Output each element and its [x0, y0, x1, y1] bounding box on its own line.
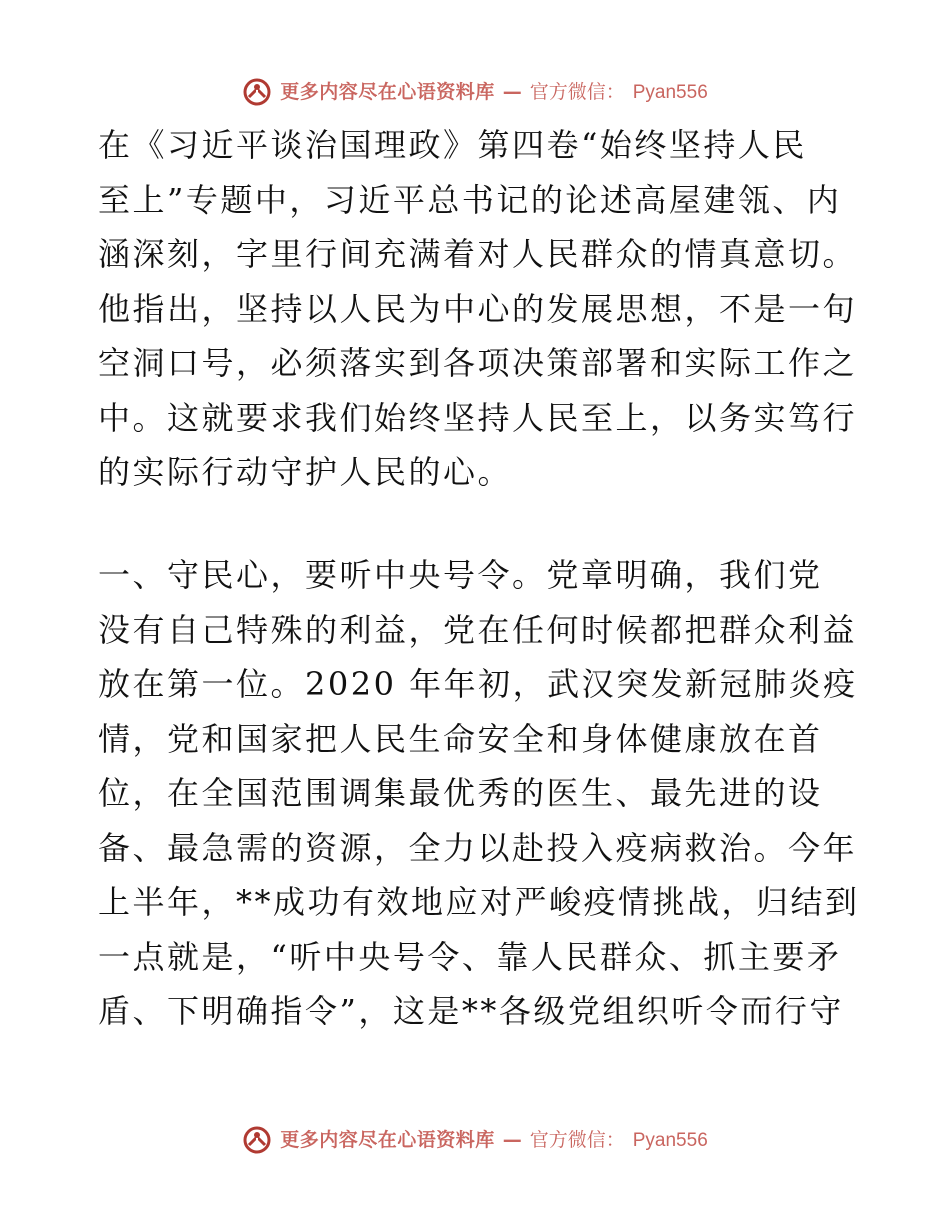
text-line: 空洞口号，必须落实到各项决策部署和实际工作之 [98, 344, 858, 382]
banner-wechat-label: 官方微信： [529, 80, 625, 103]
book-logo-icon [242, 1125, 272, 1155]
text-line: 没有自己特殊的利益，党在任何时候都把群众利益 [98, 610, 858, 649]
text-line: 涵深刻，字里行间充满着对人民群众的情真意切。 [98, 235, 858, 273]
text-line: 他指出，坚持以人民为中心的发展思想，不是一句 [98, 289, 858, 328]
banner-wechat-id: Pyan556 [632, 81, 708, 103]
banner-separator: — [502, 1128, 522, 1151]
book-logo-icon [242, 77, 272, 107]
footer-watermark-banner [0, 1120, 950, 1160]
header-watermark-banner [0, 72, 950, 112]
text-line: 一点就是，“听中央号令、靠人民群众、抓主要矛 [98, 937, 842, 976]
text-line: 一、守民心，要听中央号令。党章明确，我们党 [98, 556, 823, 594]
banner-separator: — [502, 80, 522, 103]
text-line: 位，在全国范围调集最优秀的医生、最先进的设 [98, 774, 823, 812]
banner-main-text: 更多内容尽在心语资料库 [280, 1128, 495, 1151]
paragraph-intro [98, 118, 858, 500]
paragraph-section-one [98, 548, 858, 1039]
text-line: 的实际行动守护人民的心。 [98, 453, 513, 491]
text-line: 在《习近平谈治国理政》第四卷“始终坚持人民 [98, 126, 807, 164]
text-line: 情，党和国家把人民生命安全和身体健康放在首 [98, 719, 823, 758]
text-line: 中。这就要求我们始终坚持人民至上，以务实笃行 [98, 398, 858, 437]
text-line: 盾、下明确指令”，这是**各级党组织听令而行守 [98, 992, 844, 1030]
banner-main-text: 更多内容尽在心语资料库 [280, 80, 495, 103]
banner-wechat-id: Pyan556 [632, 1129, 708, 1151]
text-line: 放在第一位。2020 年年初，武汉突发新冠肺炎疫 [98, 665, 858, 703]
banner-wechat-label: 官方微信： [529, 1128, 625, 1151]
text-line: 备、最急需的资源，全力以赴投入疫病救治。今年 [98, 828, 858, 867]
text-line: 至上”专题中，习近平总书记的论述高屋建瓴、内 [98, 180, 842, 219]
text-line: 上半年，**成功有效地应对严峻疫情挑战，归结到 [98, 883, 860, 921]
